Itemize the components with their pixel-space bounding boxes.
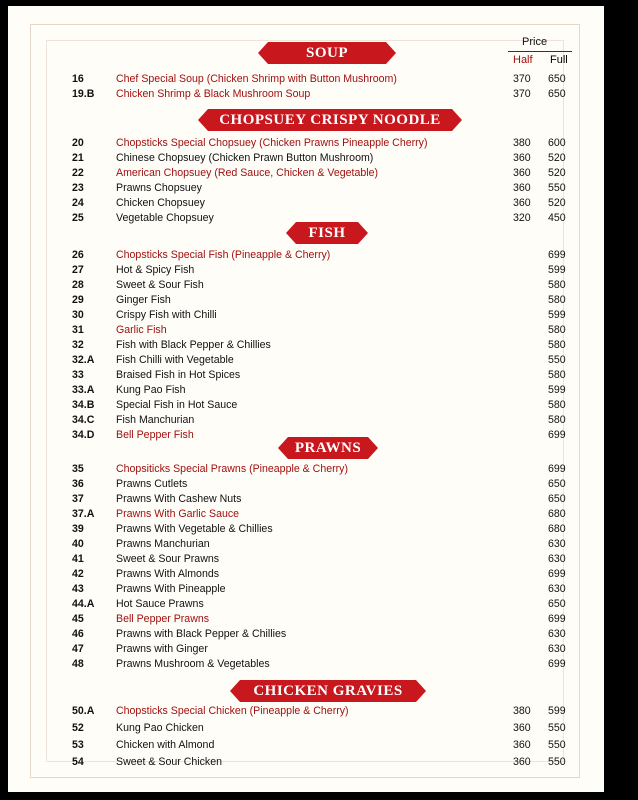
price-divider — [508, 51, 572, 52]
item-full-price: 699 — [548, 429, 566, 441]
menu-row — [8, 293, 604, 308]
item-number: 35 — [72, 463, 84, 475]
item-name: Chopsticks Special Chicken (Pineapple & Cherry) — [116, 705, 349, 717]
item-name: Chopsticks Special Chopsuey (Chicken Prawns Pineapple Cherry) — [116, 137, 428, 149]
menu-page — [8, 6, 604, 792]
item-number: 29 — [72, 294, 84, 306]
item-name: Chicken with Almond — [116, 739, 215, 751]
item-half-price: 360 — [513, 152, 531, 164]
item-full-price: 630 — [548, 553, 566, 565]
item-name: Sweet & Sour Fish — [116, 279, 204, 291]
menu-row — [8, 462, 604, 477]
menu-row — [8, 567, 604, 582]
item-name: Prawns Mushroom & Vegetables — [116, 658, 270, 670]
menu-row — [8, 278, 604, 293]
full-header: Full — [550, 54, 568, 66]
item-name: Fish Manchurian — [116, 414, 195, 426]
item-full-price: 550 — [548, 722, 566, 734]
item-full-price: 600 — [548, 137, 566, 149]
menu-row — [8, 151, 604, 166]
right-edge-bar — [604, 0, 638, 800]
item-name: Fish with Black Pepper & Chillies — [116, 339, 271, 351]
item-number: 46 — [72, 628, 84, 640]
item-number: 16 — [72, 73, 84, 85]
item-name: Kung Pao Fish — [116, 384, 186, 396]
menu-row — [8, 166, 604, 181]
item-number: 41 — [72, 553, 84, 565]
item-name: Prawns with Ginger — [116, 643, 208, 655]
item-name: Ginger Fish — [116, 294, 171, 306]
item-name: Special Fish in Hot Sauce — [116, 399, 238, 411]
item-half-price: 360 — [513, 756, 531, 768]
item-full-price: 699 — [548, 249, 566, 261]
item-number: 52 — [72, 722, 84, 734]
item-number: 23 — [72, 182, 84, 194]
menu-row — [8, 704, 604, 719]
item-number: 20 — [72, 137, 84, 149]
item-number: 47 — [72, 643, 84, 655]
item-full-price: 699 — [548, 613, 566, 625]
item-full-price: 630 — [548, 628, 566, 640]
section-banner-soup: SOUP — [268, 42, 386, 64]
item-half-price: 380 — [513, 705, 531, 717]
item-name: Kung Pao Chicken — [116, 722, 204, 734]
item-number: 54 — [72, 756, 84, 768]
item-full-price: 580 — [548, 324, 566, 336]
item-number: 27 — [72, 264, 84, 276]
menu-row — [8, 738, 604, 753]
item-full-price: 599 — [548, 705, 566, 717]
item-full-price: 699 — [548, 568, 566, 580]
item-full-price: 520 — [548, 152, 566, 164]
menu-row — [8, 248, 604, 263]
item-full-price: 650 — [548, 73, 566, 85]
item-name: Garlic Fish — [116, 324, 167, 336]
item-name: Chopsiticks Special Prawns (Pineapple & Cherry) — [116, 463, 348, 475]
item-name: Braised Fish in Hot Spices — [116, 369, 241, 381]
item-name: Chef Special Soup (Chicken Shrimp with Button Mushroom) — [116, 73, 397, 85]
menu-row — [8, 136, 604, 151]
item-name: Prawns Chopsuey — [116, 182, 202, 194]
item-name: Bell Pepper Fish — [116, 429, 194, 441]
section-banner-chicken-gravies: CHICKEN GRAVIES — [240, 680, 416, 702]
item-name: American Chopsuey (Red Sauce, Chicken & Vegetable) — [116, 167, 379, 179]
item-name: Chinese Chopsuey (Chicken Prawn Button Mushroom) — [116, 152, 374, 164]
item-full-price: 650 — [548, 88, 566, 100]
item-full-price: 630 — [548, 643, 566, 655]
menu-row — [8, 383, 604, 398]
menu-row — [8, 413, 604, 428]
item-half-price: 320 — [513, 212, 531, 224]
item-name: Prawns With Vegetable & Chillies — [116, 523, 273, 535]
item-number: 32 — [72, 339, 84, 351]
menu-row — [8, 721, 604, 736]
item-number: 53 — [72, 739, 84, 751]
item-name: Sweet & Sour Chicken — [116, 756, 222, 768]
item-half-price: 360 — [513, 739, 531, 751]
item-number: 42 — [72, 568, 84, 580]
item-number: 30 — [72, 309, 84, 321]
item-name: Prawns with Black Pepper & Chillies — [116, 628, 287, 640]
item-name: Bell Pepper Prawns — [116, 613, 210, 625]
item-number: 34.D — [72, 429, 95, 441]
item-full-price: 580 — [548, 414, 566, 426]
item-name: Prawns With Garlic Sauce — [116, 508, 240, 520]
menu-row — [8, 507, 604, 522]
menu-row — [8, 181, 604, 196]
menu-row — [8, 522, 604, 537]
item-name: Crispy Fish with Chilli — [116, 309, 217, 321]
item-number: 21 — [72, 152, 84, 164]
item-number: 50.A — [72, 705, 95, 717]
item-name: Chicken Shrimp & Black Mushroom Soup — [116, 88, 311, 100]
item-full-price: 580 — [548, 369, 566, 381]
item-number: 48 — [72, 658, 84, 670]
item-full-price: 550 — [548, 182, 566, 194]
menu-row — [8, 196, 604, 211]
item-number: 37.A — [72, 508, 95, 520]
item-number: 25 — [72, 212, 84, 224]
item-number: 31 — [72, 324, 84, 336]
menu-row — [8, 597, 604, 612]
item-full-price: 699 — [548, 658, 566, 670]
item-full-price: 599 — [548, 264, 566, 276]
menu-row — [8, 323, 604, 338]
menu-row — [8, 308, 604, 323]
price-header-title: Price — [522, 36, 548, 48]
menu-row — [8, 537, 604, 552]
item-name: Hot & Spicy Fish — [116, 264, 195, 276]
item-number: 34.C — [72, 414, 95, 426]
item-full-price: 550 — [548, 756, 566, 768]
item-name: Fish Chilli with Vegetable — [116, 354, 234, 366]
item-name: Chopsticks Special Fish (Pineapple & Cherry) — [116, 249, 331, 261]
item-number: 19.B — [72, 88, 95, 100]
menu-row — [8, 72, 604, 87]
item-full-price: 580 — [548, 294, 566, 306]
item-number: 40 — [72, 538, 84, 550]
item-name: Prawns With Cashew Nuts — [116, 493, 242, 505]
item-full-price: 630 — [548, 538, 566, 550]
item-half-price: 370 — [513, 73, 531, 85]
menu-row — [8, 87, 604, 102]
item-name: Prawns Manchurian — [116, 538, 210, 550]
menu-row — [8, 398, 604, 413]
item-number: 44.A — [72, 598, 95, 610]
item-half-price: 360 — [513, 197, 531, 209]
item-number: 36 — [72, 478, 84, 490]
menu-row — [8, 353, 604, 368]
item-number: 24 — [72, 197, 84, 209]
item-full-price: 650 — [548, 598, 566, 610]
item-half-price: 380 — [513, 137, 531, 149]
menu-row — [8, 642, 604, 657]
item-name: Chicken Chopsuey — [116, 197, 205, 209]
item-number: 32.A — [72, 354, 95, 366]
item-number: 28 — [72, 279, 84, 291]
item-number: 34.B — [72, 399, 95, 411]
item-number: 39 — [72, 523, 84, 535]
menu-row — [8, 477, 604, 492]
menu-row — [8, 657, 604, 672]
item-full-price: 580 — [548, 279, 566, 291]
item-full-price: 630 — [548, 583, 566, 595]
item-name: Prawns Cutlets — [116, 478, 188, 490]
item-name: Sweet & Sour Prawns — [116, 553, 220, 565]
section-banner-fish: FISH — [296, 222, 358, 244]
menu-row — [8, 263, 604, 278]
item-full-price: 699 — [548, 463, 566, 475]
item-number: 33.A — [72, 384, 95, 396]
item-number: 22 — [72, 167, 84, 179]
item-name: Hot Sauce Prawns — [116, 598, 204, 610]
menu-row — [8, 552, 604, 567]
item-full-price: 550 — [548, 354, 566, 366]
menu-row — [8, 755, 604, 770]
item-name: Prawns With Almonds — [116, 568, 220, 580]
item-full-price: 680 — [548, 523, 566, 535]
item-number: 26 — [72, 249, 84, 261]
item-half-price: 360 — [513, 167, 531, 179]
item-full-price: 599 — [548, 309, 566, 321]
menu-row — [8, 368, 604, 383]
item-number: 43 — [72, 583, 84, 595]
section-banner-prawns: PRAWNS — [288, 437, 368, 459]
item-full-price: 580 — [548, 399, 566, 411]
menu-row — [8, 338, 604, 353]
item-full-price: 450 — [548, 212, 566, 224]
item-name: Prawns With Pineapple — [116, 583, 226, 595]
item-half-price: 360 — [513, 182, 531, 194]
item-number: 37 — [72, 493, 84, 505]
item-full-price: 550 — [548, 739, 566, 751]
item-full-price: 650 — [548, 493, 566, 505]
menu-row — [8, 582, 604, 597]
half-header: Half — [513, 54, 533, 66]
menu-row — [8, 612, 604, 627]
menu-row — [8, 627, 604, 642]
item-number: 45 — [72, 613, 84, 625]
item-half-price: 370 — [513, 88, 531, 100]
item-name: Vegetable Chopsuey — [116, 212, 214, 224]
item-full-price: 520 — [548, 197, 566, 209]
item-full-price: 520 — [548, 167, 566, 179]
item-number: 33 — [72, 369, 84, 381]
item-full-price: 680 — [548, 508, 566, 520]
item-full-price: 650 — [548, 478, 566, 490]
section-banner-chopsuey: CHOPSUEY CRISPY NOODLE — [208, 109, 452, 131]
menu-row — [8, 492, 604, 507]
item-half-price: 360 — [513, 722, 531, 734]
item-full-price: 580 — [548, 339, 566, 351]
item-full-price: 599 — [548, 384, 566, 396]
